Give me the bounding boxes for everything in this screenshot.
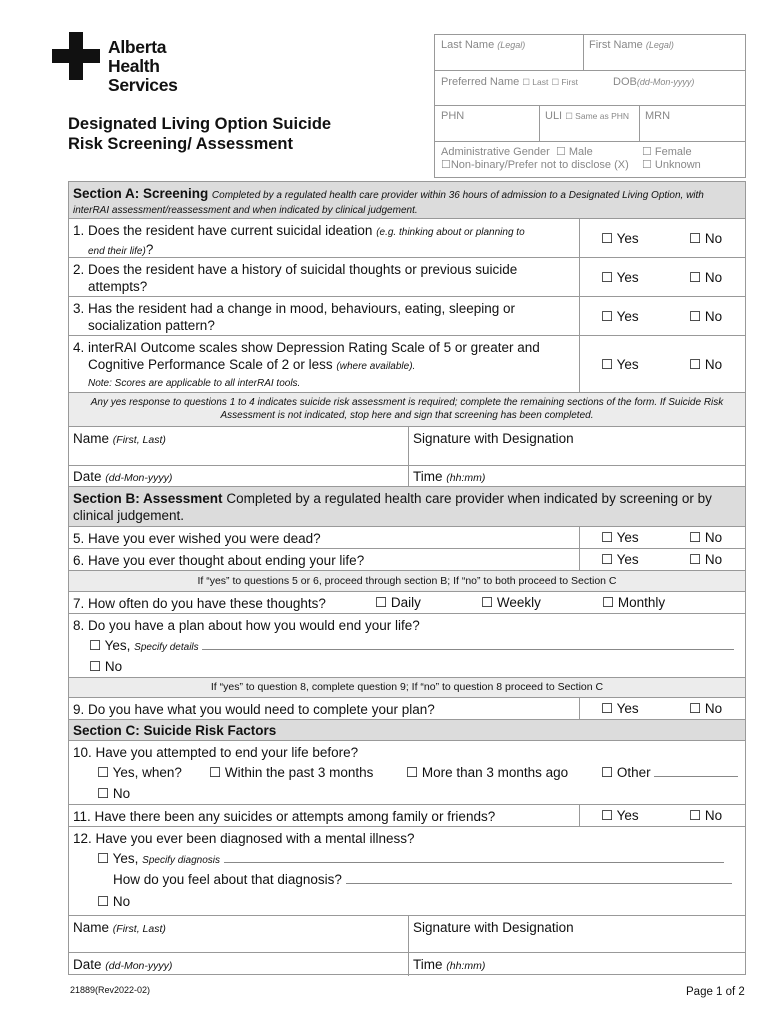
question-1-yes-checkbox[interactable]: ☐ Yes xyxy=(601,231,639,246)
question-4 xyxy=(73,339,540,390)
gender-female-checkbox[interactable]: ☐ Female xyxy=(642,146,692,158)
question-7-monthly-checkbox[interactable]: ☐ Monthly xyxy=(602,595,666,610)
section-b-instruction-2-row xyxy=(69,678,745,698)
ahs-cross-icon xyxy=(52,32,100,80)
phn-label: PHN xyxy=(441,110,465,122)
question-9-row xyxy=(69,698,745,720)
date-label: Date xyxy=(73,469,102,484)
question-2-no-checkbox[interactable]: ☐ No xyxy=(689,270,723,285)
question-10-other-line[interactable] xyxy=(654,765,738,777)
question-10-other-checkbox[interactable]: ☐ Other xyxy=(601,765,651,780)
section-c-name-field[interactable] xyxy=(73,920,166,935)
question-5: 5. Have you ever wished you were dead? xyxy=(73,531,321,546)
preferred-name-label: Preferred Name xyxy=(441,76,520,88)
section-a-title: Section A: Screening xyxy=(73,186,209,201)
last-name-label: Last Name xyxy=(441,39,495,51)
question-2 xyxy=(73,261,517,295)
form-title-line-2: Risk Screening/ Assessment xyxy=(68,135,293,153)
form-title-line-1: Designated Living Option Suicide xyxy=(68,115,332,133)
id-row-numbers xyxy=(435,106,745,142)
question-5-yes-checkbox[interactable]: ☐ Yes xyxy=(601,530,639,545)
question-6: 6. Have you ever thought about ending your life? xyxy=(73,553,365,568)
question-2-yes-checkbox[interactable]: ☐ Yes xyxy=(601,270,639,285)
question-8-details-line[interactable] xyxy=(202,638,734,650)
section-b-instruction-1-row xyxy=(69,571,745,592)
question-12-feel-line[interactable] xyxy=(346,872,732,884)
question-9-yes-checkbox[interactable]: ☐ Yes xyxy=(601,701,639,716)
dob-label: DOB xyxy=(613,76,637,88)
question-4-yes-checkbox[interactable]: ☐ Yes xyxy=(601,357,639,372)
section-a-name-field[interactable] xyxy=(73,431,166,446)
date-label: Date xyxy=(73,957,102,972)
mrn-field[interactable] xyxy=(639,106,676,141)
name-label: Name xyxy=(73,431,110,446)
logo-wordmark xyxy=(108,38,222,95)
section-c-name-row xyxy=(69,916,745,953)
section-c-header xyxy=(69,720,745,741)
gender-male-checkbox[interactable]: ☐ Male xyxy=(555,146,593,158)
question-3-no-checkbox[interactable]: ☐ No xyxy=(689,309,723,324)
question-8-yes-option xyxy=(89,638,734,654)
question-12-yes-checkbox[interactable]: ☐ Yes, xyxy=(97,851,139,866)
question-11-yes-checkbox[interactable]: ☐ Yes xyxy=(601,808,639,823)
form-number: 21889(Rev2022-02) xyxy=(70,985,151,995)
section-c-time-field[interactable] xyxy=(413,957,485,972)
time-hint: (hh:mm) xyxy=(446,960,486,972)
section-a-instruction: Any yes response to questions 1 to 4 indicates suicide risk assessment is required; complete the remaining sections of the form. If Suicide Risk Assessment is not indicated, stop here and sign that screening has been completed. xyxy=(90,397,724,421)
question-11-no-checkbox[interactable]: ☐ No xyxy=(689,808,723,823)
question-10-other-option xyxy=(601,765,738,781)
question-8: 8. Do you have a plan about how you would end your life? xyxy=(73,618,420,633)
first-name-label: First Name xyxy=(589,39,643,51)
question-2-row xyxy=(69,258,745,297)
dob-hint: (dd-Mon-yyyy) xyxy=(636,77,695,87)
question-1 xyxy=(73,222,525,260)
section-b-header xyxy=(69,487,745,527)
section-a-date-field[interactable] xyxy=(73,469,172,484)
form-title xyxy=(68,114,331,154)
question-10-row xyxy=(69,741,745,805)
question-10-no-checkbox[interactable]: ☐ No xyxy=(97,786,131,801)
name-hint: (First, Last) xyxy=(112,434,166,446)
date-hint: (dd-Mon-yyyy) xyxy=(105,960,173,972)
preferred-first-checkbox[interactable]: ☐ First xyxy=(551,77,578,87)
section-a-note: Completed by a regulated health care provider within 36 hours of admission to a Designated Living Option, with interRAI assessment/reassessment and when indicated by clinical judgement. xyxy=(73,190,704,216)
question-12-row xyxy=(69,827,745,916)
question-12-feel-option xyxy=(113,872,732,887)
question-2-text-2: attempts? xyxy=(88,279,148,294)
question-7: 7. How often do you have these thoughts? xyxy=(73,596,326,611)
section-b-instruction-2: If “yes” to question 8, complete question 9; If “no” to question 8 proceed to Section C xyxy=(210,681,604,693)
question-11: 11. Have there been any suicides or attempts among family or friends? xyxy=(73,809,496,824)
question-1-no-checkbox[interactable]: ☐ No xyxy=(689,231,723,246)
question-6-yes-checkbox[interactable]: ☐ Yes xyxy=(601,552,639,567)
question-12-yes-option xyxy=(97,851,724,867)
question-1-end: ? xyxy=(145,242,154,257)
question-8-specify-label: Specify details xyxy=(134,642,199,653)
question-6-row xyxy=(69,549,745,571)
last-name-hint: (Legal) xyxy=(497,40,526,50)
section-b-instruction-1: If “yes” to questions 5 or 6, proceed through section B; If “no” to both proceed to Section C xyxy=(197,575,617,587)
question-10: 10. Have you attempted to end your life before? xyxy=(73,745,359,760)
id-row-names xyxy=(435,35,745,71)
question-10-within-3-months-checkbox[interactable]: ☐ Within the past 3 months xyxy=(209,765,374,780)
logo-line-2: Services xyxy=(108,75,178,95)
question-5-row xyxy=(69,527,745,549)
question-7-daily-checkbox[interactable]: ☐ Daily xyxy=(375,595,421,610)
question-10-more-than-3-months-checkbox[interactable]: ☐ More than 3 months ago xyxy=(406,765,569,780)
first-name-hint: (Legal) xyxy=(645,40,674,50)
gender-unknown-checkbox[interactable]: ☐ Unknown xyxy=(642,159,701,171)
time-label: Time xyxy=(413,957,443,972)
question-3-row xyxy=(69,297,745,336)
question-12-no-checkbox[interactable]: ☐ No xyxy=(97,894,131,909)
first-name-field[interactable] xyxy=(583,35,680,70)
question-7-row xyxy=(69,592,745,614)
uli-label: ULI xyxy=(545,110,563,122)
uli-same-as-phn-checkbox[interactable]: ☐ Same as PHN xyxy=(565,111,630,121)
section-a-time-field[interactable] xyxy=(413,469,485,484)
preferred-name-field[interactable] xyxy=(435,71,605,105)
question-3 xyxy=(73,300,515,334)
section-a-signature-field[interactable]: Signature with Designation xyxy=(413,431,574,446)
question-12-diagnosis-line[interactable] xyxy=(224,851,724,863)
patient-id-box xyxy=(434,34,746,178)
section-c-date-row xyxy=(69,953,745,976)
question-8-no-checkbox[interactable]: ☐ No xyxy=(89,659,123,674)
section-c-signature-field[interactable]: Signature with Designation xyxy=(413,920,574,935)
section-a-header xyxy=(69,182,745,219)
uli-field[interactable] xyxy=(539,106,639,141)
question-1-row xyxy=(69,219,745,258)
gender-field xyxy=(435,142,745,179)
question-7-weekly-checkbox[interactable]: ☐ Weekly xyxy=(481,595,541,610)
gender-nonbinary-checkbox[interactable]: ☐Non-binary/Prefer not to disclose (X) xyxy=(441,159,629,171)
phn-field[interactable] xyxy=(435,106,539,141)
question-6-no-checkbox[interactable]: ☐ No xyxy=(689,552,723,567)
question-9: 9. Do you have what you would need to complete your plan? xyxy=(73,702,435,717)
question-3-text: 3. Has the resident had a change in mood, behaviours, eating, sleeping or xyxy=(73,301,516,316)
gender-label: Administrative Gender xyxy=(441,146,550,158)
question-5-no-checkbox[interactable]: ☐ No xyxy=(689,530,723,545)
question-9-no-checkbox[interactable]: ☐ No xyxy=(689,701,723,716)
preferred-last-checkbox[interactable]: ☐ Last xyxy=(522,77,549,87)
question-4-no-checkbox[interactable]: ☐ No xyxy=(689,357,723,372)
page-number: Page 1 of 2 xyxy=(686,986,745,998)
question-4-row xyxy=(69,336,745,393)
question-8-yes-checkbox[interactable]: ☐ Yes, xyxy=(89,638,131,653)
assessment-form xyxy=(68,181,746,975)
question-11-row xyxy=(69,805,745,827)
section-c-date-field[interactable] xyxy=(73,957,172,972)
id-row-gender xyxy=(435,142,745,179)
alberta-health-services-logo xyxy=(52,32,222,95)
dob-field[interactable] xyxy=(607,71,700,105)
question-12-specify-label: Specify diagnosis xyxy=(142,855,220,866)
time-label: Time xyxy=(413,469,443,484)
section-b-note: Completed by a regulated health care provider when indicated by screening or by clinical judgement. xyxy=(73,491,712,523)
question-8-row xyxy=(69,614,745,678)
name-hint: (First, Last) xyxy=(112,923,166,935)
question-3-text-2: socialization pattern? xyxy=(88,318,215,333)
date-hint: (dd-Mon-yyyy) xyxy=(105,472,173,484)
question-2-text: 2. Does the resident have a history of suicidal thoughts or previous suicide xyxy=(73,262,518,277)
id-row-preferred xyxy=(435,71,745,106)
question-12: 12. Have you ever been diagnosed with a mental illness? xyxy=(73,831,415,846)
question-4-text-2: Cognitive Performance Scale of 2 or less xyxy=(88,357,333,372)
time-hint: (hh:mm) xyxy=(446,472,486,484)
question-1-hint-2: end their life) xyxy=(88,246,146,257)
section-c-title: Section C: Suicide Risk Factors xyxy=(73,723,277,738)
last-name-field[interactable] xyxy=(435,35,583,70)
section-a-instruction-row xyxy=(69,393,745,427)
question-12-feel-label: How do you feel about that diagnosis? xyxy=(113,872,342,887)
mrn-label: MRN xyxy=(645,110,671,122)
logo-line-1: Alberta Health xyxy=(108,37,167,76)
question-3-yes-checkbox[interactable]: ☐ Yes xyxy=(601,309,639,324)
section-a-date-row xyxy=(69,466,745,487)
name-label: Name xyxy=(73,920,110,935)
question-1-text: 1. Does the resident have current suicidal ideation xyxy=(73,223,373,238)
question-10-yes-checkbox[interactable]: ☐ Yes, when? xyxy=(97,765,182,780)
question-4-note: Note: Scores are applicable to all interRAI tools. xyxy=(88,378,301,389)
question-4-text: 4. interRAI Outcome scales show Depression Rating Scale of 5 or greater and xyxy=(73,340,540,355)
question-4-hint: (where available). xyxy=(336,361,416,372)
question-1-hint: (e.g. thinking about or planning to xyxy=(376,227,525,238)
section-a-name-row xyxy=(69,427,745,466)
section-b-title: Section B: Assessment xyxy=(73,491,223,506)
